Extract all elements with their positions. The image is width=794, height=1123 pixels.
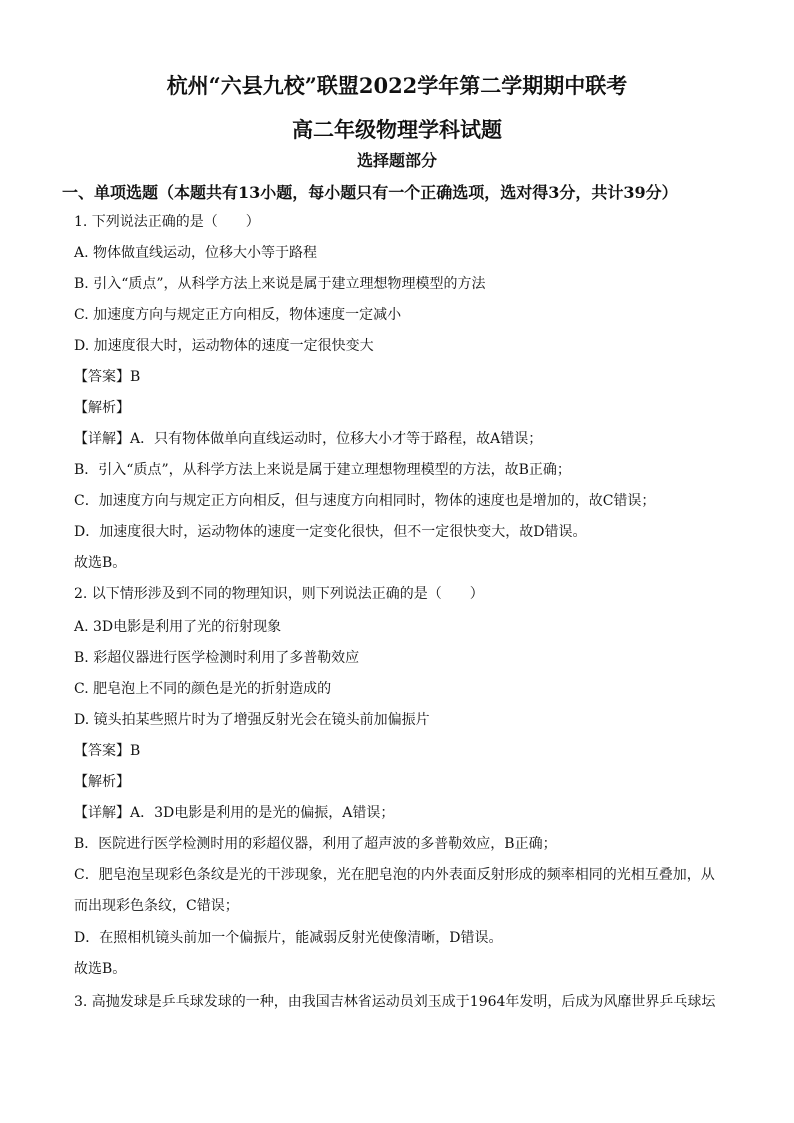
question-2-option-c: C. 肥皂泡上不同的颜色是光的折射造成的 bbox=[74, 681, 332, 697]
question-1-detail-d: D．加速度很大时，运动物体的速度一定变化很快，但不一定很快变大，故D错误。 bbox=[74, 524, 587, 540]
question-2-detail-c: C．肥皂泡呈现彩色条纹是光的干涉现象，光在肥皂泡的内外表面反射形成的频率相同的光相互叠加，从而出现彩色条纹，C错误； bbox=[74, 867, 715, 914]
question-1-detail-c: C．加速度方向与规定正方向相反，但与速度方向相同时，物体的速度也是增加的，故C错误； bbox=[74, 493, 656, 509]
question-2-option-d: D. 镜头拍某些照片时为了增强反射光会在镜头前加偏振片 bbox=[74, 712, 430, 728]
question-2-detail-b: B．医院进行医学检测时用的彩超仪器，利用了超声波的多普勒效应，B正确； bbox=[74, 836, 557, 852]
question-1-option-d: D. 加速度很大时，运动物体的速度一定很快变大 bbox=[74, 338, 374, 354]
question-2-option-b: B. 彩超仪器进行医学检测时利用了多普勒效应 bbox=[74, 650, 360, 666]
question-1-option-c: C. 加速度方向与规定正方向相反，物体速度一定减小 bbox=[74, 307, 402, 323]
question-1-stem: 1. 下列说法正确的是（ ） bbox=[74, 214, 260, 230]
question-2-conclusion: 故选B。 bbox=[74, 961, 127, 977]
question-1-analysis-label: 【解析】 bbox=[74, 400, 130, 416]
question-2-option-a: A. 3D电影是利用了光的衍射现象 bbox=[74, 619, 282, 635]
question-1-detail-b: B．引入“质点”，从科学方法上来说是属于建立理想物理模型的方法，故B正确； bbox=[74, 462, 571, 478]
question-2-analysis-label: 【解析】 bbox=[74, 774, 130, 790]
exam-title: 杭州“六县九校”联盟2022学年第二学期期中联考 bbox=[166, 73, 628, 98]
question-2-stem: 2. 以下情形涉及到不同的物理知识，则下列说法正确的是（ ） bbox=[74, 586, 484, 602]
question-1-option-a: A. 物体做直线运动，位移大小等于路程 bbox=[74, 245, 318, 261]
question-1-option-b: B. 引入“质点”，从科学方法上来说是属于建立理想物理模型的方法 bbox=[74, 276, 486, 292]
question-2-answer: 【答案】B bbox=[74, 743, 141, 759]
exam-subtitle: 高二年级物理学科试题 bbox=[292, 117, 502, 142]
question-2-detail-a: 【详解】A．3D电影是利用的是光的偏振，A错误； bbox=[74, 805, 395, 821]
part-heading: 选择题部分 bbox=[356, 151, 437, 170]
question-2-detail-d: D．在照相机镜头前加一个偏振片，能减弱反射光使像清晰，D错误。 bbox=[74, 930, 503, 946]
question-1-detail-a: 【详解】A．只有物体做单向直线运动时，位移大小才等于路程，故A错误； bbox=[74, 431, 543, 447]
section-heading: 一、单项选题（本题共有13小题，每小题只有一个正确选项，选对得3分，共计39分） bbox=[62, 183, 678, 202]
question-1-answer: 【答案】B bbox=[74, 369, 141, 385]
question-3-stem: 3. 高抛发球是乒乓球发球的一种，由我国吉林省运动员刘玉成于1964年发明，后成为风靡世界乒乓球坛 bbox=[74, 994, 716, 1010]
question-1-conclusion: 故选B。 bbox=[74, 555, 127, 571]
